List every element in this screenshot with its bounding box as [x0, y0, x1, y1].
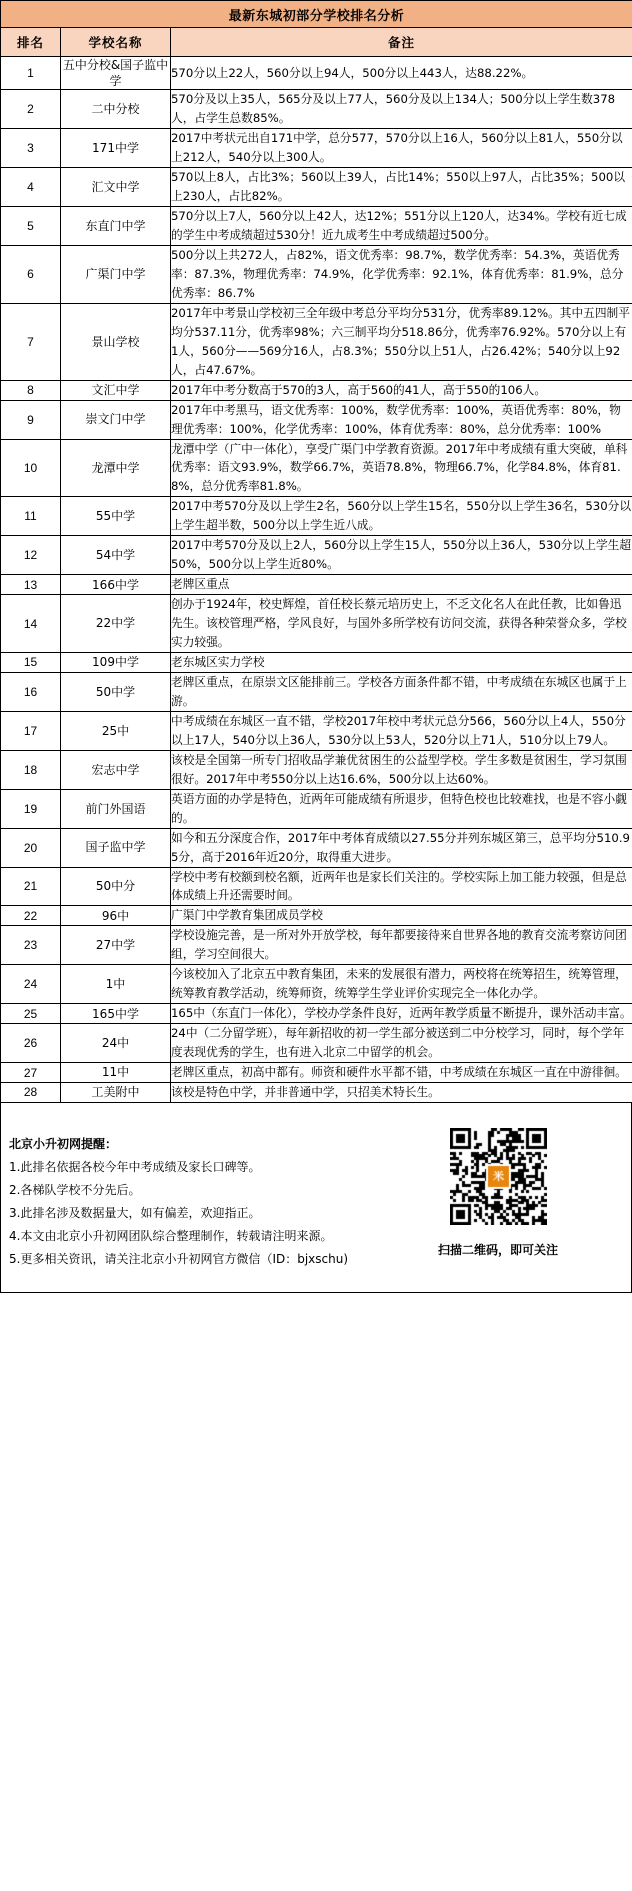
table-row: [1, 57, 632, 90]
cell-school-name: 广渠门中学: [61, 246, 171, 304]
table-row: [1, 90, 632, 129]
footer-panel: [0, 1103, 632, 1293]
cell-note: 2017中考570分及以上学生2名，560分以上学生15名，550分以上学生36名，530分以上学生超半数，500分以上学生近八成。: [171, 497, 632, 536]
footer-title: 北京小升初网提醒：: [9, 1136, 118, 1151]
cell-rank: 2: [1, 90, 61, 129]
cell-rank: 10: [1, 439, 61, 497]
footer-note-2: 2.各梯队学校不分先后。: [9, 1182, 141, 1197]
cell-rank: 18: [1, 750, 61, 789]
cell-school-name: 22中学: [61, 595, 171, 653]
table-row: [1, 1082, 632, 1102]
table-row: [1, 828, 632, 867]
cell-rank: 15: [1, 653, 61, 673]
page-title: 最新东城初部分学校排名分析: [1, 1, 632, 28]
cell-note: 2017年中考分数高于570的3人，高于560的41人，高于550的106人。: [171, 380, 632, 400]
cell-note: 学校中考有校额到校名额，近两年也是家长们关注的。学校实际上加工能力较强，但是总体成绩上升还需要时间。: [171, 867, 632, 906]
table-row: [1, 497, 632, 536]
cell-note: 老牌区重点，在原崇文区能排前三。学校各方面条件都不错，中考成绩在东城区也属于上游。: [171, 672, 632, 711]
cell-rank: 11: [1, 497, 61, 536]
cell-school-name: 国子监中学: [61, 828, 171, 867]
cell-rank: 26: [1, 1024, 61, 1063]
cell-note: 广渠门中学教育集团成员学校: [171, 906, 632, 926]
cell-note: 该校是特色中学，并非普通中学，只招美术特长生。: [171, 1082, 632, 1102]
cell-school-name: 工美附中: [61, 1082, 171, 1102]
cell-school-name: 171中学: [61, 129, 171, 168]
cell-note: 570分以上22人，560分以上94人，500分以上443人，达88.22%。: [171, 57, 632, 90]
cell-rank: 9: [1, 400, 61, 439]
cell-note: 2017年中考黑马，语文优秀率：100%，数学优秀率：100%，英语优秀率：80%，物理优秀率：100%，化学优秀率：100%，体育优秀率：80%，总分优秀率：100%: [171, 400, 632, 439]
cell-school-name: 东直门中学: [61, 207, 171, 246]
table-header-row: [1, 28, 632, 57]
cell-note: 中考成绩在东城区一直不错，学校2017年校中考状元总分566，560分以上4人，550分以上17人，540分以上36人，530分以上53人，520分以上71人，510分以上79人。: [171, 711, 632, 750]
cell-rank: 1: [1, 57, 61, 90]
cell-rank: 28: [1, 1082, 61, 1102]
cell-note: 学校设施完善，是一所对外开放学校，每年都要接待来自世界各地的教育交流考察访问团组，学习空间很大。: [171, 926, 632, 965]
cell-note: 500分以上共272人，占82%，语文优秀率：98.7%，数学优秀率：54.3%，英语优秀率：87.3%，物理优秀率：74.9%，化学优秀率：92.1%，体育优秀率：81.9%，总分优秀率：86.7%: [171, 246, 632, 304]
cell-rank: 7: [1, 303, 61, 380]
cell-school-name: 24中: [61, 1024, 171, 1063]
qr-caption: 扫描二维码，即可关注: [437, 1242, 558, 1257]
footer-note-5: 5.更多相关资讯，请关注北京小升初网官方微信（ID：bjxschu): [9, 1251, 349, 1266]
cell-rank: 13: [1, 575, 61, 595]
cell-note: 老东城区实力学校: [171, 653, 632, 673]
table-row: [1, 575, 632, 595]
cell-note: 165中（东直门一体化），学校办学条件良好，近两年教学质量不断提升，课外活动丰富。: [171, 1004, 632, 1024]
table-row: [1, 400, 632, 439]
cell-school-name: 166中学: [61, 575, 171, 595]
cell-school-name: 54中学: [61, 536, 171, 575]
table-row: [1, 207, 632, 246]
cell-rank: 14: [1, 595, 61, 653]
cell-rank: 24: [1, 965, 61, 1004]
cell-rank: 3: [1, 129, 61, 168]
cell-school-name: 龙潭中学: [61, 439, 171, 497]
cell-school-name: 25中: [61, 711, 171, 750]
table-row: [1, 711, 632, 750]
cell-note: 创办于1924年，校史辉煌，首任校长蔡元培历史上，不乏文化名人在此任教，比如鲁迅先生。该校管理严格，学风良好，与国外多所学校有访问交流，获得各种荣誉众多，学校实力较强。: [171, 595, 632, 653]
cell-note: 老牌区重点: [171, 575, 632, 595]
cell-note: 2017中考状元出自171中学，总分577，570分以上16人，560分以上81人，550分以上212人，540分以上300人。: [171, 129, 632, 168]
footer-note-3: 3.此排名涉及数据量大，如有偏差，欢迎指正。: [9, 1205, 261, 1220]
cell-school-name: 景山学校: [61, 303, 171, 380]
table-row: [1, 926, 632, 965]
cell-rank: 27: [1, 1063, 61, 1083]
cell-rank: 25: [1, 1004, 61, 1024]
cell-note: 24中（二分留学班），每年新招收的初一学生部分被送到二中分校学习，同时，每个学年度表现优秀的学生，也有进入北京二中留学的机会。: [171, 1024, 632, 1063]
cell-note: 今该校加入了北京五中教育集团，未来的发展很有潜力，两校将在统筹招生，统筹管理，统筹教育教学活动，统筹师资，统筹学生学业评价实现完全一体化办学。: [171, 965, 632, 1004]
cell-school-name: 崇文门中学: [61, 400, 171, 439]
cell-school-name: 27中学: [61, 926, 171, 965]
table-row: [1, 595, 632, 653]
cell-rank: 5: [1, 207, 61, 246]
qr-code-block: [437, 1128, 558, 1257]
cell-rank: 16: [1, 672, 61, 711]
table-row: [1, 168, 632, 207]
cell-school-name: 55中学: [61, 497, 171, 536]
cell-rank: 20: [1, 828, 61, 867]
table-row: [1, 1063, 632, 1083]
cell-note: 该校是全国第一所专门招收品学兼优贫困生的公益型学校。学生多数是贫困生，学习氛围很好。2017年中考550分以上达16.6%，500分以上达60%。: [171, 750, 632, 789]
cell-school-name: 50中分: [61, 867, 171, 906]
table-row: [1, 129, 632, 168]
table-row: [1, 750, 632, 789]
table-row: [1, 965, 632, 1004]
table-row: [1, 380, 632, 400]
table-row: [1, 906, 632, 926]
qr-code-icon: [450, 1128, 547, 1225]
cell-school-name: 二中分校: [61, 90, 171, 129]
cell-note: 英语方面的办学是特色，近两年可能成绩有所退步，但特色校也比较难找，也是不容小觑的。: [171, 789, 632, 828]
cell-note: 2017中考570分及以上2人，560分以上学生15人，550分以上36人，530分以上学生超50%，500分以上学生近80%。: [171, 536, 632, 575]
table-row: [1, 789, 632, 828]
cell-rank: 8: [1, 380, 61, 400]
cell-note: 2017年中考景山学校初三全年级中考总分平均分531分，优秀率89.12%。其中五四制平均分537.11分，优秀率98%；六三制平均分518.86分，优秀率76.92%。570分以上有1人，560分——569分16人，占8.3%；550分以上51人，占26.42%；540分以上92人，占47.67%。: [171, 303, 632, 380]
cell-rank: 4: [1, 168, 61, 207]
cell-school-name: 96中: [61, 906, 171, 926]
cell-rank: 17: [1, 711, 61, 750]
cell-school-name: 11中: [61, 1063, 171, 1083]
column-header-rank: 排名: [1, 28, 61, 57]
cell-school-name: 宏志中学: [61, 750, 171, 789]
cell-note: 老牌区重点，初高中都有。师资和硬件水平都不错，中考成绩在东城区一直在中游徘徊。: [171, 1063, 632, 1083]
cell-rank: 22: [1, 906, 61, 926]
footer-text-block: [9, 1133, 429, 1271]
table-row: [1, 867, 632, 906]
cell-school-name: 汇文中学: [61, 168, 171, 207]
cell-rank: 6: [1, 246, 61, 304]
table-row: [1, 536, 632, 575]
footer-note-4: 4.本文由北京小升初网团队综合整理制作，转载请注明来源。: [9, 1228, 333, 1243]
table-row: [1, 246, 632, 304]
cell-school-name: 1中: [61, 965, 171, 1004]
table-row: [1, 1004, 632, 1024]
footer-note-1: 1.此排名依据各校今年中考成绩及家长口碑等。: [9, 1159, 261, 1174]
cell-note: 570分以上7人，560分以上42人，达12%；551分以上120人，达34%。学校有近七成的学生中考成绩超过530分！近九成考生中考成绩超过500分。: [171, 207, 632, 246]
cell-rank: 21: [1, 867, 61, 906]
column-header-school: 学校名称: [61, 28, 171, 57]
cell-school-name: 五中分校&国子监中学: [61, 57, 171, 90]
cell-school-name: 50中学: [61, 672, 171, 711]
cell-note: 如今和五分深度合作，2017年中考体育成绩以27.55分并列东城区第三，总平均分510.95分，高于2016年近20分，取得重大进步。: [171, 828, 632, 867]
table-row: [1, 653, 632, 673]
cell-rank: 12: [1, 536, 61, 575]
cell-note: 龙潭中学（广中一体化），享受广渠门中学教育资源。2017年中考成绩有重大突破，单科优秀率：语文93.9%，数学66.7%，英语78.8%，物理66.7%，化学84.8%，体育81.8%，总分优秀率81.8%。: [171, 439, 632, 497]
cell-rank: 23: [1, 926, 61, 965]
cell-rank: 19: [1, 789, 61, 828]
table-row: [1, 303, 632, 380]
cell-school-name: 文汇中学: [61, 380, 171, 400]
cell-note: 570以上8人，占比3%；560以上39人，占比14%；550以上97人，占比35%；500以上230人，占比82%。: [171, 168, 632, 207]
table-title-row: [1, 1, 632, 28]
table-row: [1, 672, 632, 711]
cell-school-name: 109中学: [61, 653, 171, 673]
cell-note: 570分及以上35人，565分及以上77人，560分及以上134人；500分以上学生数378人，占学生总数85%。: [171, 90, 632, 129]
table-row: [1, 1024, 632, 1063]
cell-school-name: 165中学: [61, 1004, 171, 1024]
column-header-note: 备注: [171, 28, 632, 57]
cell-school-name: 前门外国语: [61, 789, 171, 828]
table-row: [1, 439, 632, 497]
